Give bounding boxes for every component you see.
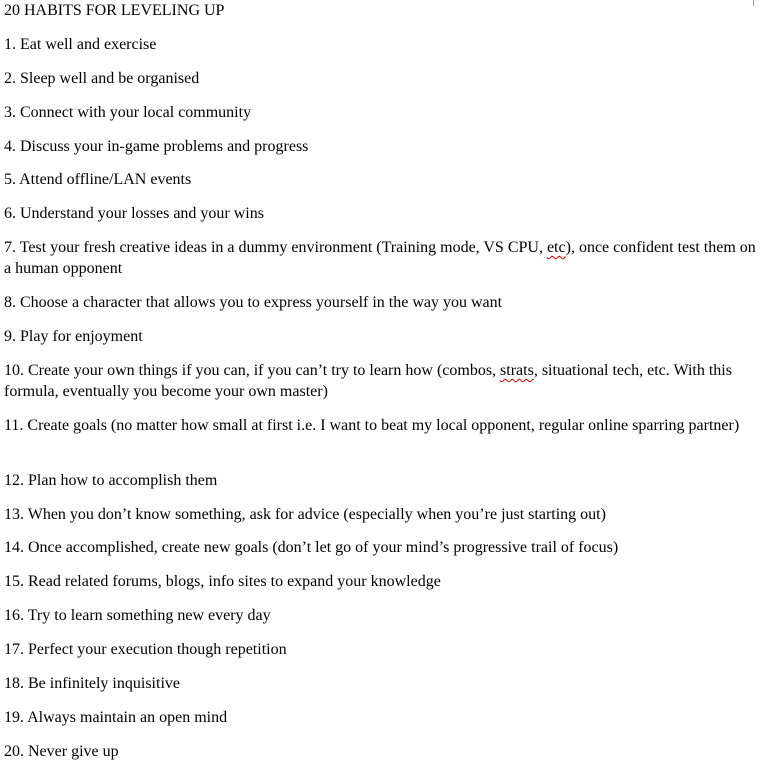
list-item: 20. Never give up bbox=[4, 743, 119, 760]
list-item: 2. Sleep well and be organised bbox=[4, 70, 200, 87]
list-item: 13. When you don’t know something, ask for advice (especially when you’re just starting out) bbox=[4, 506, 606, 523]
page-edge-divider bbox=[753, 0, 754, 6]
list-item: 12. Plan how to accomplish them bbox=[4, 472, 218, 489]
spellcheck-flagged-word[interactable]: strats bbox=[500, 362, 534, 379]
list-item: 1. Eat well and exercise bbox=[4, 36, 157, 53]
list-item: 17. Perfect your execution though repetition bbox=[4, 641, 287, 658]
list-item: 15. Read related forums, blogs, info sites to expand your knowledge bbox=[4, 573, 441, 590]
list-item: 14. Once accomplished, create new goals (don’t let go of your mind’s progressive trail of focus) bbox=[4, 539, 619, 556]
list-item: 7. Test your fresh creative ideas in a dummy environment (Training mode, VS CPU, etc), once confident test them on a human opponent bbox=[4, 239, 756, 277]
list-item: 4. Discuss your in-game problems and progress bbox=[4, 138, 309, 155]
list-item: 8. Choose a character that allows you to express yourself in the way you want bbox=[4, 294, 503, 311]
list-item: 10. Create your own things if you can, if you can’t try to learn how (combos, strats, situational tech, etc. With this formula, eventually you become your own master) bbox=[4, 362, 732, 400]
list-item: 11. Create goals (no matter how small at first i.e. I want to beat my local opponent, regular online sparring partner) bbox=[4, 417, 740, 434]
document-title: 20 HABITS FOR LEVELING UP bbox=[4, 2, 225, 19]
list-item: 18. Be infinitely inquisitive bbox=[4, 675, 180, 692]
list-item: 3. Connect with your local community bbox=[4, 104, 252, 121]
list-item: 16. Try to learn something new every day bbox=[4, 607, 271, 624]
spellcheck-flagged-word[interactable]: etc bbox=[546, 239, 566, 256]
list-item: 19. Always maintain an open mind bbox=[4, 709, 228, 726]
list-item: 6. Understand your losses and your wins bbox=[4, 205, 264, 222]
list-item: 9. Play for enjoyment bbox=[4, 328, 143, 345]
list-item: 5. Attend offline/LAN events bbox=[4, 171, 192, 188]
